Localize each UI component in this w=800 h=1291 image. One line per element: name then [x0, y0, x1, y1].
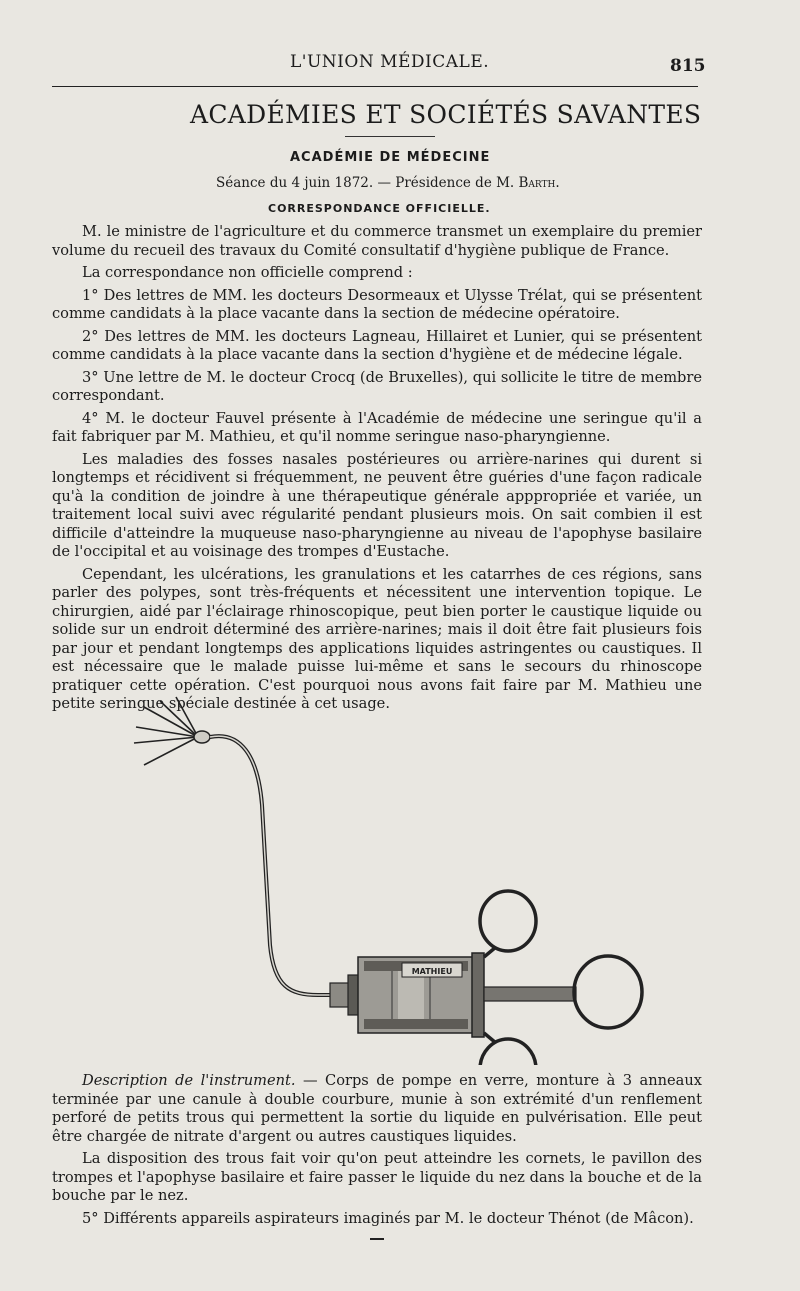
paragraph: 3° Une lettre de M. le docteur Crocq (de Bruxelles), qui sollicite le titre de membre correspondant. [52, 368, 702, 404]
lower-ring [480, 1039, 536, 1065]
page-number: 815 [670, 56, 706, 76]
session-line [216, 175, 560, 191]
body-text-top [52, 223, 702, 718]
piston-rod [484, 987, 576, 1001]
section-title: ACADÉMIES ET SOCIÉTÉS SAVANTES [190, 100, 702, 129]
paragraph: Les maladies des fosses nasales postérieures ou arrière-narines qui durent si longtemps et récidivent si fréquemment, ne peuvent être guéries d'une façon radicale qu'à la condition de joindre à une thérapeutique générale apppropriée et variée, un traitement local suivi avec régularité pendant plusieurs mois. On sait combien il est difficile d'atteindre la muqueuse naso-pharyngienne au niveau de l'apophyse basilaire de l'occipital et au voisinage des trompes d'Eustache. [52, 450, 702, 560]
header-rule [52, 86, 698, 87]
paragraph: La correspondance non officielle comprend : [82, 264, 413, 281]
instrument-description [52, 1072, 702, 1146]
description-lead: Description de l'instrument. [82, 1072, 296, 1089]
paragraph: 1° Des lettres de MM. les docteurs Desormeaux et Ulysse Trélat, qui se présentent comme candidats à la place vacante dans la section de médecine opératoire. [52, 286, 702, 322]
paragraph: M. le ministre de l'agriculture et du commerce transmet un exemplaire du premier volume du recueil des travaux du Comité consultatif d'hygiène publique de France. [52, 223, 702, 259]
maker-label: MATHIEU [411, 967, 453, 976]
title-rule [345, 136, 435, 137]
paragraph: Cependant, les ulcérations, les granulations et les catarrhes de ces régions, sans parler des polypes, sont très-fréquents et nécessitent une intervention topique. Le chirurgien, aidé par l'éclairage rhinoscopique, peut bien porter le caustique liquide ou solide sur un endroit déterminé des arrière-narines; mais il doit être fait plusieurs fois par jour et pendant longtemps des applications liquides astringentes ou caustiques. Il est nécessaire que le malade puisse lui-même et sans le secours du rhinoscope pratiquer cette opération. C'est pourquoi nous avons fait faire par M. Mathieu une petite seringue spéciale destinée à cet usage. [52, 565, 702, 712]
nozzle-bulb [194, 731, 210, 743]
coupling [330, 975, 360, 1015]
paragraph: 4° M. le docteur Fauvel présente à l'Académie de médecine une seringue qu'il a fait fabriquer par M. Mathieu, et qu'il nomme seringue naso-pharyngienne. [52, 409, 702, 445]
session-date: Séance du 4 juin 1872. — Présidence de M. [216, 175, 519, 191]
cannula [210, 736, 335, 995]
session-president: Barth. [518, 175, 560, 191]
barrel-cap [472, 953, 484, 1037]
description-text: — Corps de pompe en verre, monture à 3 anneaux terminée par une canule à double courbure, munie à son extrémité d'un renflement perforé de petits trous qui permettent la sortie du liquide en pulvérisation. Elle peut être chargée de nitrate d'argent ou autres caustiques liquides. [52, 1072, 702, 1145]
subsection-heading: ACADÉMIE DE MÉDECINE [290, 150, 491, 165]
finger-rings [480, 891, 536, 1065]
upper-ring [480, 891, 536, 951]
spray-rays [134, 697, 198, 765]
syringe-illustration [130, 695, 670, 1065]
paragraph: 2° Des lettres de MM. les docteurs Lagneau, Hillairet et Lunier, qui se présentent comme candidats à la place vacante dans la section d'hygiène et de médecine légale. [52, 327, 702, 363]
paragraph: 5° Différents appareils aspirateurs imaginés par M. le docteur Thénot (de Mâcon). [82, 1209, 694, 1227]
body-text-bottom [52, 1072, 702, 1232]
end-dash [370, 1238, 384, 1240]
correspondence-heading: CORRESPONDANCE OFFICIELLE. [268, 202, 491, 215]
thumb-ring [574, 956, 642, 1028]
running-head: L'UNION MÉDICALE. [290, 52, 490, 72]
paragraph: La disposition des trous fait voir qu'on peut atteindre les cornets, le pavillon des trompes et l'apophyse basilaire et faire passer le liquide du nez dans la bouche et de la bouche par le nez. [52, 1150, 702, 1204]
